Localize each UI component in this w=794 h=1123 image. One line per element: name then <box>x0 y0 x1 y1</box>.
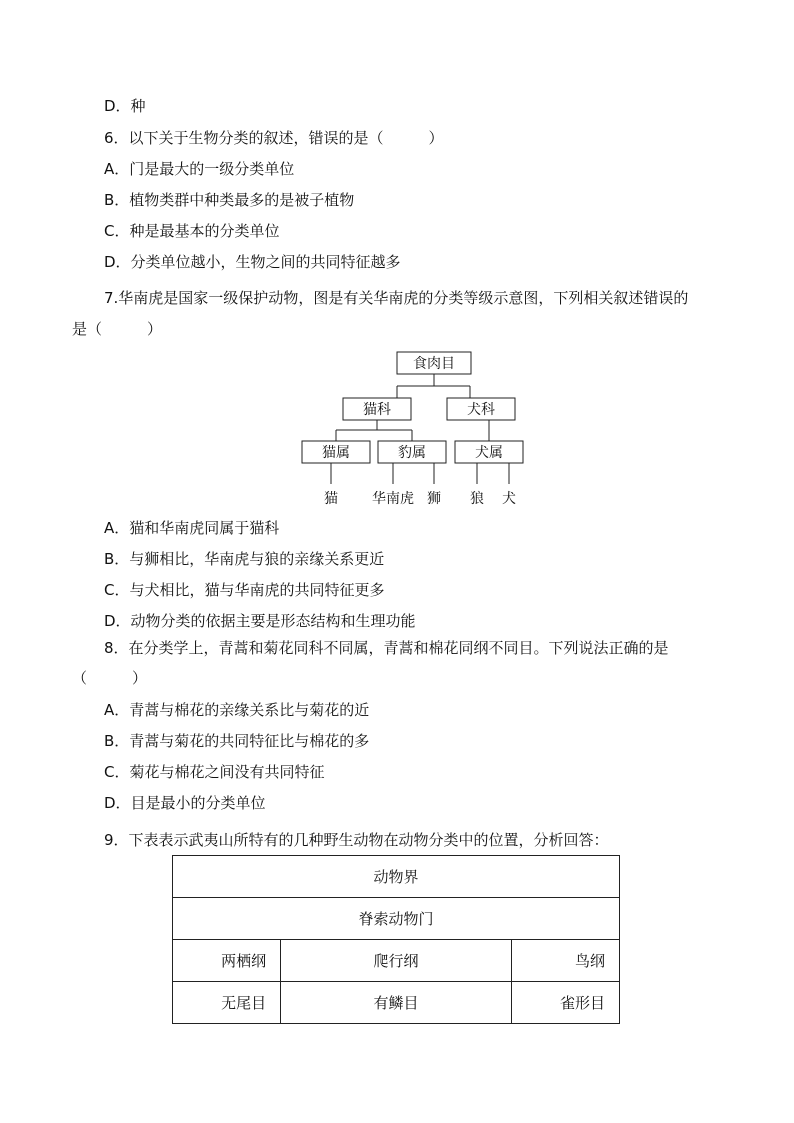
cell-class-amphibian: 两栖纲 <box>173 940 281 982</box>
node-family-dog-box <box>447 398 515 420</box>
q7-option-d: D．动物分类的依据主要是形态结构和生理功能 <box>104 612 416 630</box>
q7-stem-line1: 7.华南虎是国家一级保护动物，图是有关华南虎的分类等级示意图，下列相关叙述错误的 <box>104 289 689 307</box>
cell-order-passeriformes: 雀形目 <box>511 982 619 1024</box>
node-genus-dog-label: 犬属 <box>475 445 503 461</box>
node-family-cat-label: 猫科 <box>363 402 391 418</box>
table-row-class <box>173 940 620 982</box>
q6-option-d: D．分类单位越小，生物之间的共同特征越多 <box>104 253 401 271</box>
species-lion-label: 狮 <box>427 491 441 507</box>
species-wolf-label: 狼 <box>470 491 484 507</box>
cell-phylum: 脊索动物门 <box>173 898 620 940</box>
cell-order-anura: 无尾目 <box>173 982 281 1024</box>
node-genus-cat-label: 猫属 <box>322 445 350 461</box>
q8-option-c: C．菊花与棉花之间没有共同特征 <box>104 763 325 781</box>
q7-option-c: C．与犬相比，猫与华南虎的共同特征更多 <box>104 581 385 599</box>
q5-option-d: D．种 <box>104 97 146 115</box>
node-order-label: 食肉目 <box>413 356 455 372</box>
node-family-cat-box <box>343 398 411 420</box>
table-row-order <box>173 982 620 1024</box>
cell-kingdom: 动物界 <box>173 856 620 898</box>
table-row-phylum <box>173 898 620 940</box>
q6-option-b: B．植物类群中种类最多的是被子植物 <box>104 191 355 209</box>
node-genus-cat-box <box>302 441 370 463</box>
q8-option-a: A．青蒿与棉花的亲缘关系比与菊花的近 <box>104 701 370 719</box>
q7-option-a: A．猫和华南虎同属于猫科 <box>104 519 280 537</box>
node-genus-panther-box <box>378 441 446 463</box>
q9-stem: 9．下表表示武夷山所特有的几种野生动物在动物分类中的位置，分析回答： <box>104 831 609 849</box>
q8-option-d: D．目是最小的分类单位 <box>104 794 266 812</box>
animal-classification-table <box>172 855 620 1024</box>
q8-stem-line2: （ ） <box>72 669 148 687</box>
q8-stem-line1: 8．在分类学上，青蒿和菊花同科不同属，青蒿和棉花同纲不同目。下列说法正确的是 <box>104 639 669 657</box>
node-genus-panther-label: 豹属 <box>398 445 426 461</box>
q6-option-c: C．种是最基本的分类单位 <box>104 222 280 240</box>
cell-order-squamata: 有鳞目 <box>281 982 512 1024</box>
species-tiger-label: 华南虎 <box>372 491 414 507</box>
node-family-dog-label: 犬科 <box>467 402 495 418</box>
q8-option-b: B．青蒿与菊花的共同特征比与棉花的多 <box>104 732 370 750</box>
cell-class-bird: 鸟纲 <box>511 940 619 982</box>
q7-stem-line2: 是（ ） <box>72 320 163 338</box>
species-dog-label: 犬 <box>502 491 516 507</box>
q7-option-b: B．与狮相比，华南虎与狼的亲缘关系更近 <box>104 550 385 568</box>
node-genus-dog-box <box>455 441 523 463</box>
node-order-box <box>397 352 471 374</box>
q6-stem: 6．以下关于生物分类的叙述，错误的是（ ） <box>104 129 444 147</box>
species-cat-label: 猫 <box>324 491 338 507</box>
cell-class-reptile: 爬行纲 <box>281 940 512 982</box>
q6-option-a: A．门是最大的一级分类单位 <box>104 160 295 178</box>
table-row-kingdom <box>173 856 620 898</box>
